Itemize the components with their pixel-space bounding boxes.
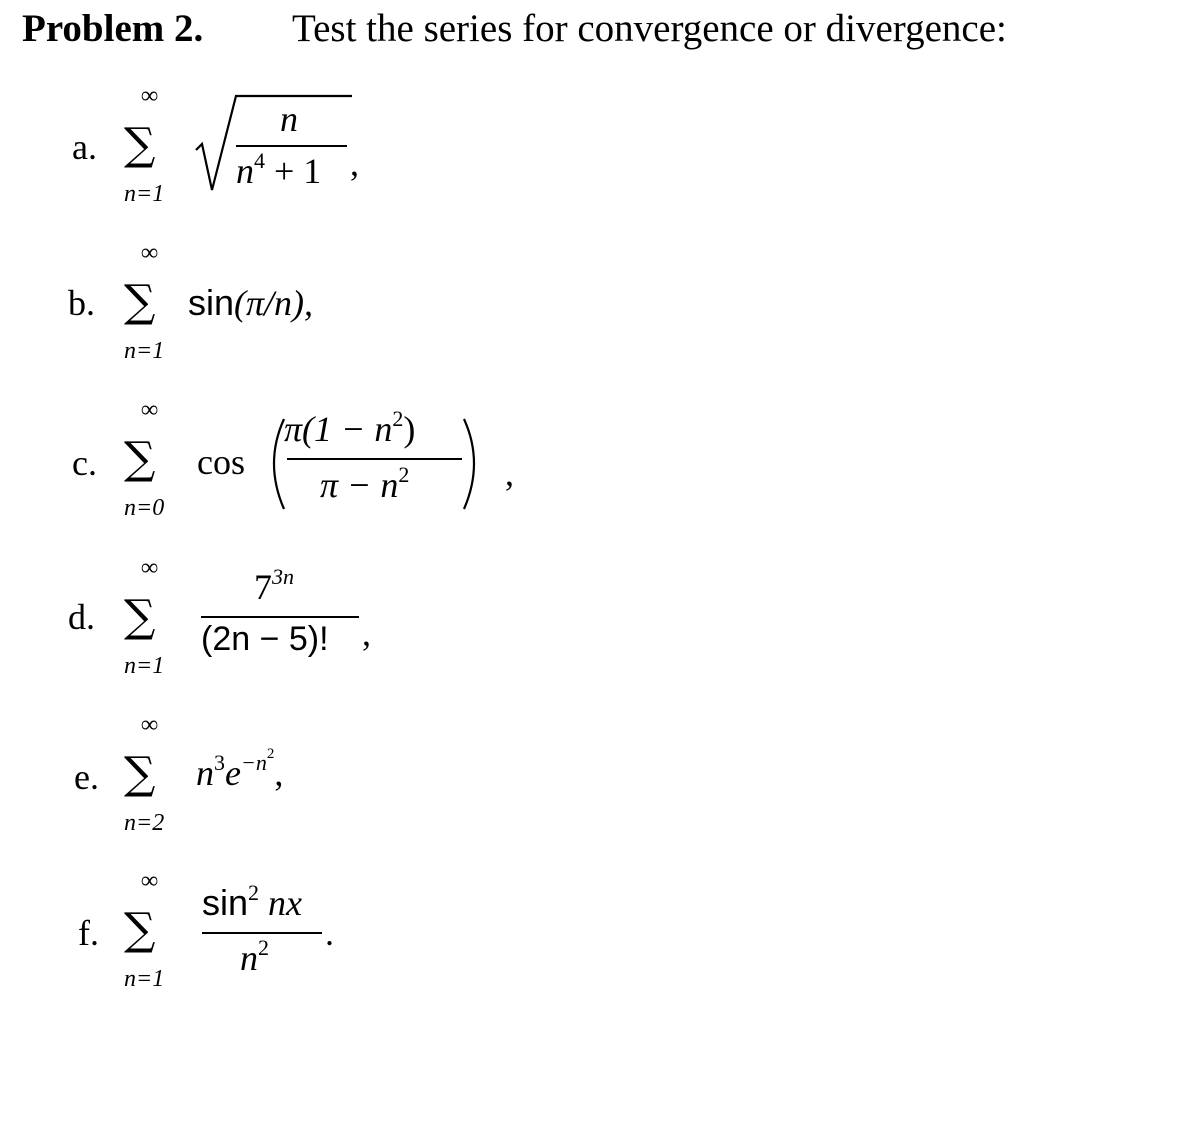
problem-b-expression	[188, 282, 313, 324]
problem-f-upper-limit: ∞	[141, 868, 159, 894]
problem-c-fraction-bar	[287, 458, 462, 460]
problem-c-label: c.	[72, 443, 97, 483]
problem-f-sigma-icon: ∑	[124, 904, 156, 955]
problem-f-numerator-rest: nx	[268, 883, 303, 923]
problem-d-numerator-exp: 3n	[272, 564, 294, 589]
problem-c-trailing: ,	[505, 453, 514, 493]
problem-a-denominator	[236, 150, 321, 192]
problem-e-label: e.	[74, 757, 99, 797]
problem-a-numerator: n	[280, 99, 298, 139]
problem-e-exp1: 3	[214, 750, 225, 775]
problem-e-trailing: ,	[274, 753, 284, 793]
problem-c-sigma-icon: ∑	[124, 433, 156, 484]
problem-e-sigma-icon: ∑	[124, 748, 156, 799]
problem-f-label: f.	[78, 913, 99, 953]
problem-d-trailing: ,	[362, 613, 371, 653]
problem-c-denominator	[320, 464, 409, 506]
problem-a-label: a.	[72, 127, 97, 167]
problem-a-trailing: ,	[350, 143, 359, 183]
problem-e-exp2-sup: 2	[266, 746, 275, 762]
problem-a-lower-limit: n=1	[124, 181, 165, 207]
problem-f-denominator-exp: 2	[258, 935, 269, 960]
problem-f-numerator-exp: 2	[248, 880, 260, 905]
problem-c-denominator-exp: 2	[398, 462, 410, 487]
problem-a-sigma-icon: ∑	[124, 119, 156, 170]
problem-f-lower-limit: n=1	[124, 966, 165, 992]
problem-d-numerator	[254, 566, 294, 608]
problem-f-fraction-bar	[202, 932, 322, 934]
problem-a-denominator-rest: + 1	[274, 151, 322, 191]
problem-instruction: Test the series for convergence or divergence:	[292, 7, 1007, 50]
problem-d-numerator-base: 7	[254, 567, 272, 607]
problem-f-denominator	[240, 937, 269, 979]
problem-c-numerator	[284, 408, 415, 450]
problem-e-upper-limit: ∞	[141, 712, 159, 738]
problem-a-upper-limit: ∞	[141, 83, 159, 109]
problem-b-label: b.	[68, 283, 95, 323]
problem-b-lower-limit: n=1	[124, 338, 165, 364]
problem-c-numerator-close: )	[403, 409, 416, 449]
problem-e-lower-limit: n=2	[124, 810, 165, 836]
problem-c-function: cos	[197, 442, 245, 482]
problem-c-numerator-exp: 2	[392, 406, 404, 431]
problem-b-argument: (π/n),	[234, 283, 314, 323]
problem-e-base1: n	[196, 753, 214, 793]
problem-e-base2: e	[225, 753, 241, 793]
problem-d-fraction-bar	[201, 616, 359, 618]
problem-c-upper-limit: ∞	[141, 397, 159, 423]
problem-f-numerator	[202, 882, 302, 924]
problem-c-denominator-text: π − n	[320, 465, 399, 505]
problem-d-lower-limit: n=1	[124, 653, 165, 679]
problem-d-label: d.	[68, 597, 95, 637]
problem-label: Problem 2.	[22, 7, 204, 50]
problem-a-fraction-bar	[236, 145, 347, 147]
problem-f-trailing: .	[325, 913, 334, 953]
problem-d-sigma-icon: ∑	[124, 591, 156, 642]
problem-d-upper-limit: ∞	[141, 555, 159, 581]
problem-b-upper-limit: ∞	[141, 240, 159, 266]
problem-a-denominator-base: n	[236, 151, 254, 191]
problem-c-right-paren-icon	[458, 417, 488, 513]
problem-e-exp2: −n	[240, 750, 267, 775]
problem-c-lower-limit: n=0	[124, 495, 165, 521]
problem-f-denominator-base: n	[240, 938, 258, 978]
problem-c-numerator-text: π(1 − n	[284, 409, 393, 449]
problem-e-expression	[196, 746, 284, 794]
problem-b-sigma-icon: ∑	[124, 276, 156, 327]
problem-f-numerator-fn: sin	[202, 882, 249, 923]
problem-a-denominator-exp: 4	[254, 148, 265, 173]
problem-b-function: sin	[188, 282, 235, 323]
problem-d-denominator: (2n − 5)!	[201, 620, 329, 658]
